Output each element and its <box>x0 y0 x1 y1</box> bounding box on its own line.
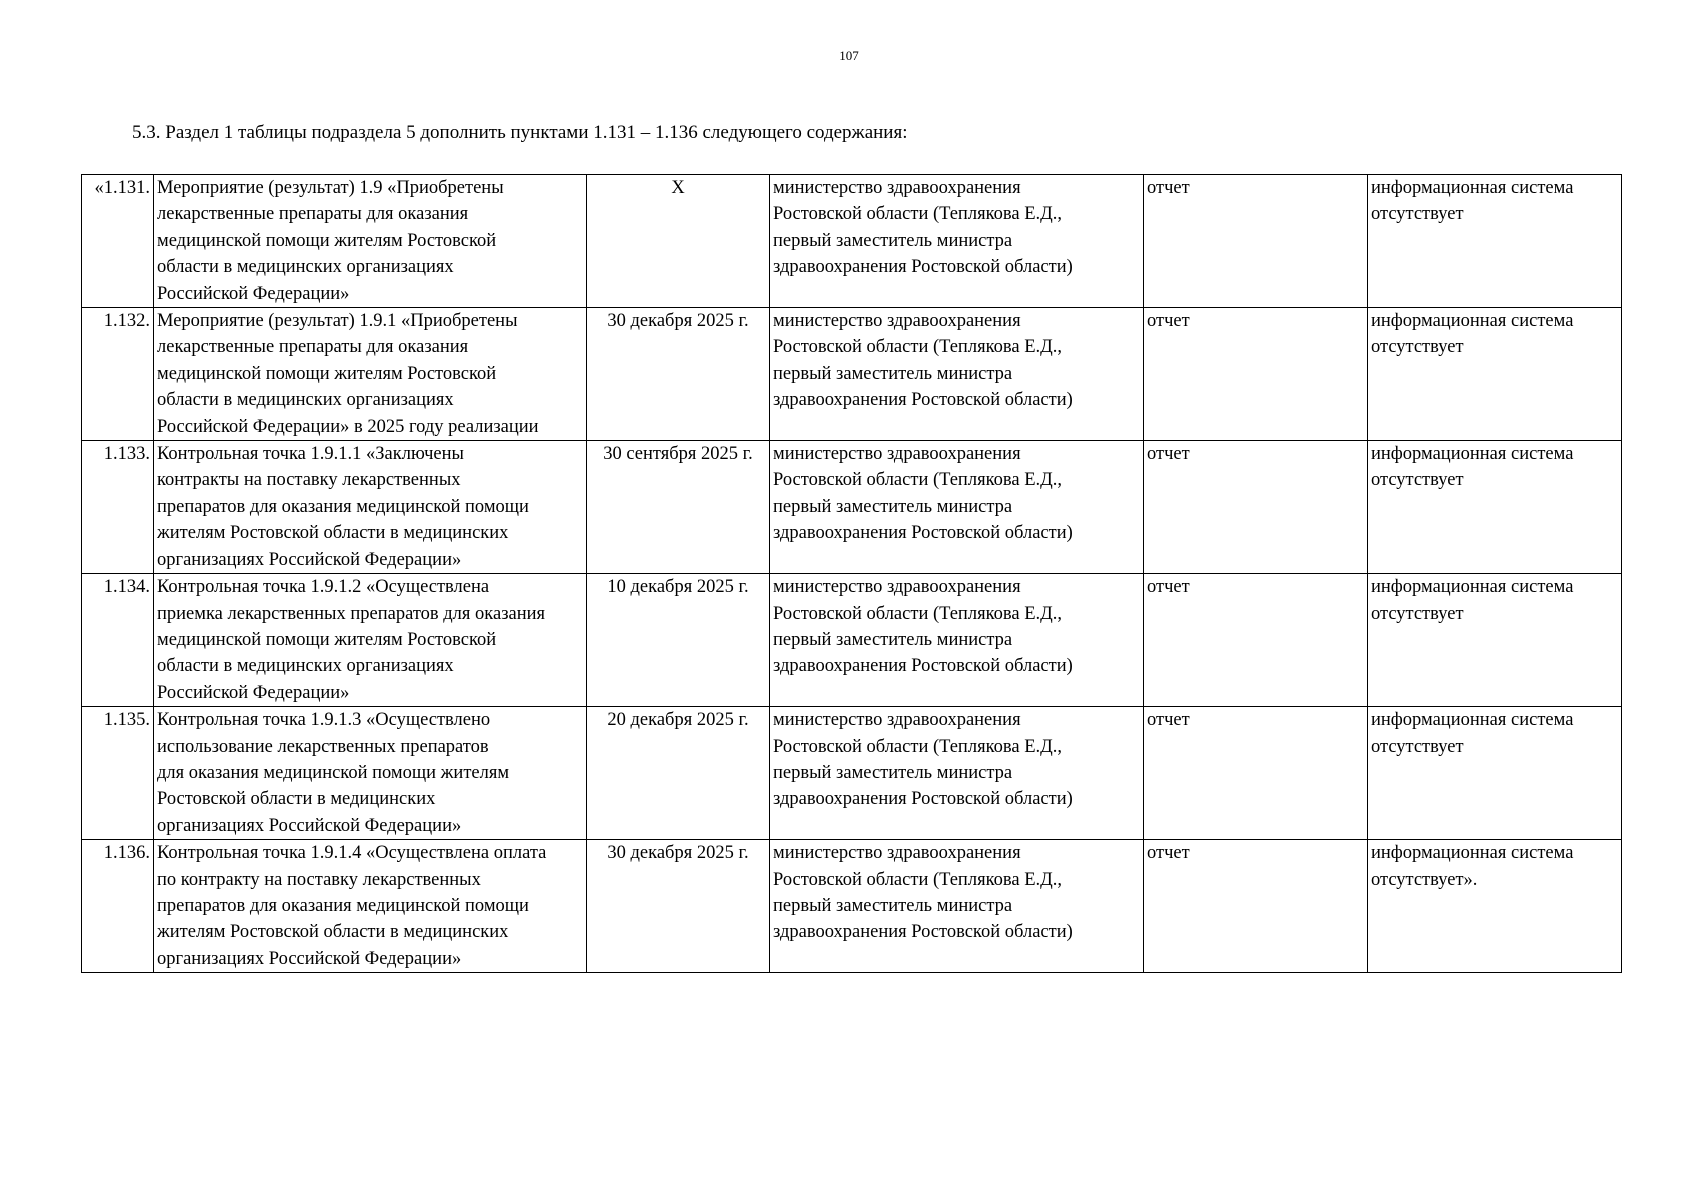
item-name-line: Российской Федерации» в 2025 году реализации <box>157 416 539 437</box>
item-information-system <box>1368 574 1622 707</box>
item-name-line: медицинской помощи жителям Ростовской <box>157 629 497 650</box>
item-deadline: 20 декабря 2025 г. <box>587 707 770 840</box>
item-responsible-line: Ростовской области (Теплякова Е.Д., <box>773 603 1062 624</box>
item-responsible-line: Ростовской области (Теплякова Е.Д., <box>773 736 1062 757</box>
item-responsible-line: первый заместитель министра <box>773 762 1013 783</box>
item-deadline: Х <box>587 175 770 308</box>
item-number: 1.132. <box>82 308 154 441</box>
item-name-line: по контракту на поставку лекарственных <box>157 869 481 890</box>
item-responsible-line: здравоохранения Ростовской области) <box>773 390 1073 411</box>
item-information-system-line: отсутствует». <box>1371 869 1478 890</box>
item-responsible-line: здравоохранения Ростовской области) <box>773 257 1073 278</box>
item-responsible <box>770 707 1144 840</box>
item-responsible-line: первый заместитель министра <box>773 230 1013 251</box>
item-name-line: области в медицинских организациях <box>157 257 454 278</box>
item-name-line: области в медицинских организациях <box>157 656 454 677</box>
item-information-system-line: отсутствует <box>1371 337 1464 358</box>
item-information-system-line: отсутствует <box>1371 470 1464 491</box>
item-responsible-line: министерство здравоохранения <box>773 710 1021 731</box>
item-number: 1.136. <box>82 840 154 973</box>
item-responsible <box>770 840 1144 973</box>
item-name-line: медицинской помощи жителям Ростовской <box>157 363 497 384</box>
item-responsible-line: здравоохранения Ростовской области) <box>773 789 1073 810</box>
item-information-system <box>1368 175 1622 308</box>
amendment-table <box>81 174 1622 973</box>
item-name-line: жителям Ростовской области в медицинских <box>157 523 509 544</box>
item-information-system <box>1368 707 1622 840</box>
item-document-type: отчет <box>1144 308 1368 441</box>
item-number: 1.134. <box>82 574 154 707</box>
item-document-type: отчет <box>1144 707 1368 840</box>
item-deadline: 30 декабря 2025 г. <box>587 308 770 441</box>
item-responsible-line: Ростовской области (Теплякова Е.Д., <box>773 204 1062 225</box>
item-information-system-line: информационная система <box>1371 178 1574 198</box>
item-name-line: Российской Федерации» <box>157 682 350 703</box>
table-row <box>82 840 1622 973</box>
item-deadline: 10 декабря 2025 г. <box>587 574 770 707</box>
item-document-type: отчет <box>1144 840 1368 973</box>
item-responsible-line: первый заместитель министра <box>773 363 1013 384</box>
item-name-line: для оказания медицинской помощи жителям <box>157 762 510 783</box>
item-name-line: Ростовской области в медицинских <box>157 789 436 810</box>
item-responsible-line: первый заместитель министра <box>773 895 1013 916</box>
item-information-system-line: информационная система <box>1371 710 1574 731</box>
item-responsible-line: министерство здравоохранения <box>773 311 1021 332</box>
item-information-system-line: отсутствует <box>1371 736 1464 757</box>
table-row <box>82 175 1622 308</box>
item-name <box>154 707 587 840</box>
item-information-system-line: отсутствует <box>1371 204 1464 225</box>
item-responsible-line: первый заместитель министра <box>773 629 1013 650</box>
item-information-system-line: информационная система <box>1371 444 1574 465</box>
item-document-type: отчет <box>1144 175 1368 308</box>
item-name-line: Российской Федерации» <box>157 283 350 304</box>
item-name-line: препаратов для оказания медицинской помощи <box>157 496 529 517</box>
item-name-line: Мероприятие (результат) 1.9.1 «Приобретены <box>157 311 518 332</box>
item-responsible-line: здравоохранения Ростовской области) <box>773 922 1073 943</box>
item-name-line: препаратов для оказания медицинской помощи <box>157 895 529 916</box>
item-information-system <box>1368 840 1622 973</box>
item-number: 1.133. <box>82 441 154 574</box>
item-responsible <box>770 175 1144 308</box>
item-information-system <box>1368 441 1622 574</box>
item-name-line: организациях Российской Федерации» <box>157 549 462 570</box>
item-name <box>154 175 587 308</box>
item-deadline: 30 декабря 2025 г. <box>587 840 770 973</box>
intro-paragraph: 5.3. Раздел 1 таблицы подраздела 5 дополнить пунктами 1.131 – 1.136 следующего содержания: <box>132 122 908 143</box>
item-name-line: лекарственные препараты для оказания <box>157 204 469 225</box>
item-information-system-line: отсутствует <box>1371 603 1464 624</box>
item-name-line: Контрольная точка 1.9.1.2 «Осуществлена <box>157 577 490 598</box>
item-responsible-line: министерство здравоохранения <box>773 444 1021 465</box>
item-name <box>154 840 587 973</box>
table-row <box>82 308 1622 441</box>
item-information-system <box>1368 308 1622 441</box>
item-name <box>154 441 587 574</box>
item-responsible-line: министерство здравоохранения <box>773 843 1021 864</box>
item-responsible-line: министерство здравоохранения <box>773 178 1021 198</box>
item-name-line: организациях Российской Федерации» <box>157 948 462 969</box>
item-responsible <box>770 308 1144 441</box>
item-document-type: отчет <box>1144 441 1368 574</box>
table-body <box>82 175 1622 973</box>
item-name-line: организациях Российской Федерации» <box>157 815 462 836</box>
item-name-line: Контрольная точка 1.9.1.3 «Осуществлено <box>157 710 491 731</box>
item-document-type: отчет <box>1144 574 1368 707</box>
item-name-line: приемка лекарственных препаратов для оказания <box>157 603 546 624</box>
item-name-line: лекарственные препараты для оказания <box>157 337 469 358</box>
item-responsible-line: Ростовской области (Теплякова Е.Д., <box>773 869 1062 890</box>
item-responsible-line: Ростовской области (Теплякова Е.Д., <box>773 470 1062 491</box>
item-name-line: Контрольная точка 1.9.1.4 «Осуществлена оплата <box>157 843 547 864</box>
item-name-line: Мероприятие (результат) 1.9 «Приобретены <box>157 178 504 198</box>
table-row <box>82 441 1622 574</box>
item-deadline: 30 сентября 2025 г. <box>587 441 770 574</box>
item-number: «1.131. <box>82 175 154 308</box>
item-information-system-line: информационная система <box>1371 843 1574 864</box>
item-information-system-line: информационная система <box>1371 311 1574 332</box>
item-information-system-line: информационная система <box>1371 577 1574 598</box>
item-responsible <box>770 574 1144 707</box>
item-responsible-line: первый заместитель министра <box>773 496 1013 517</box>
item-responsible-line: министерство здравоохранения <box>773 577 1021 598</box>
item-responsible-line: здравоохранения Ростовской области) <box>773 523 1073 544</box>
item-name <box>154 574 587 707</box>
item-name-line: контракты на поставку лекарственных <box>157 470 461 491</box>
item-name-line: Контрольная точка 1.9.1.1 «Заключены <box>157 444 464 465</box>
item-responsible-line: Ростовской области (Теплякова Е.Д., <box>773 337 1062 358</box>
item-number: 1.135. <box>82 707 154 840</box>
item-name-line: жителям Ростовской области в медицинских <box>157 922 509 943</box>
item-responsible-line: здравоохранения Ростовской области) <box>773 656 1073 677</box>
item-name-line: медицинской помощи жителям Ростовской <box>157 230 497 251</box>
item-name <box>154 308 587 441</box>
item-name-line: области в медицинских организациях <box>157 390 454 411</box>
page-number: 107 <box>839 48 859 63</box>
table-row <box>82 574 1622 707</box>
item-name-line: использование лекарственных препаратов <box>157 736 489 757</box>
item-responsible <box>770 441 1144 574</box>
table-row <box>82 707 1622 840</box>
